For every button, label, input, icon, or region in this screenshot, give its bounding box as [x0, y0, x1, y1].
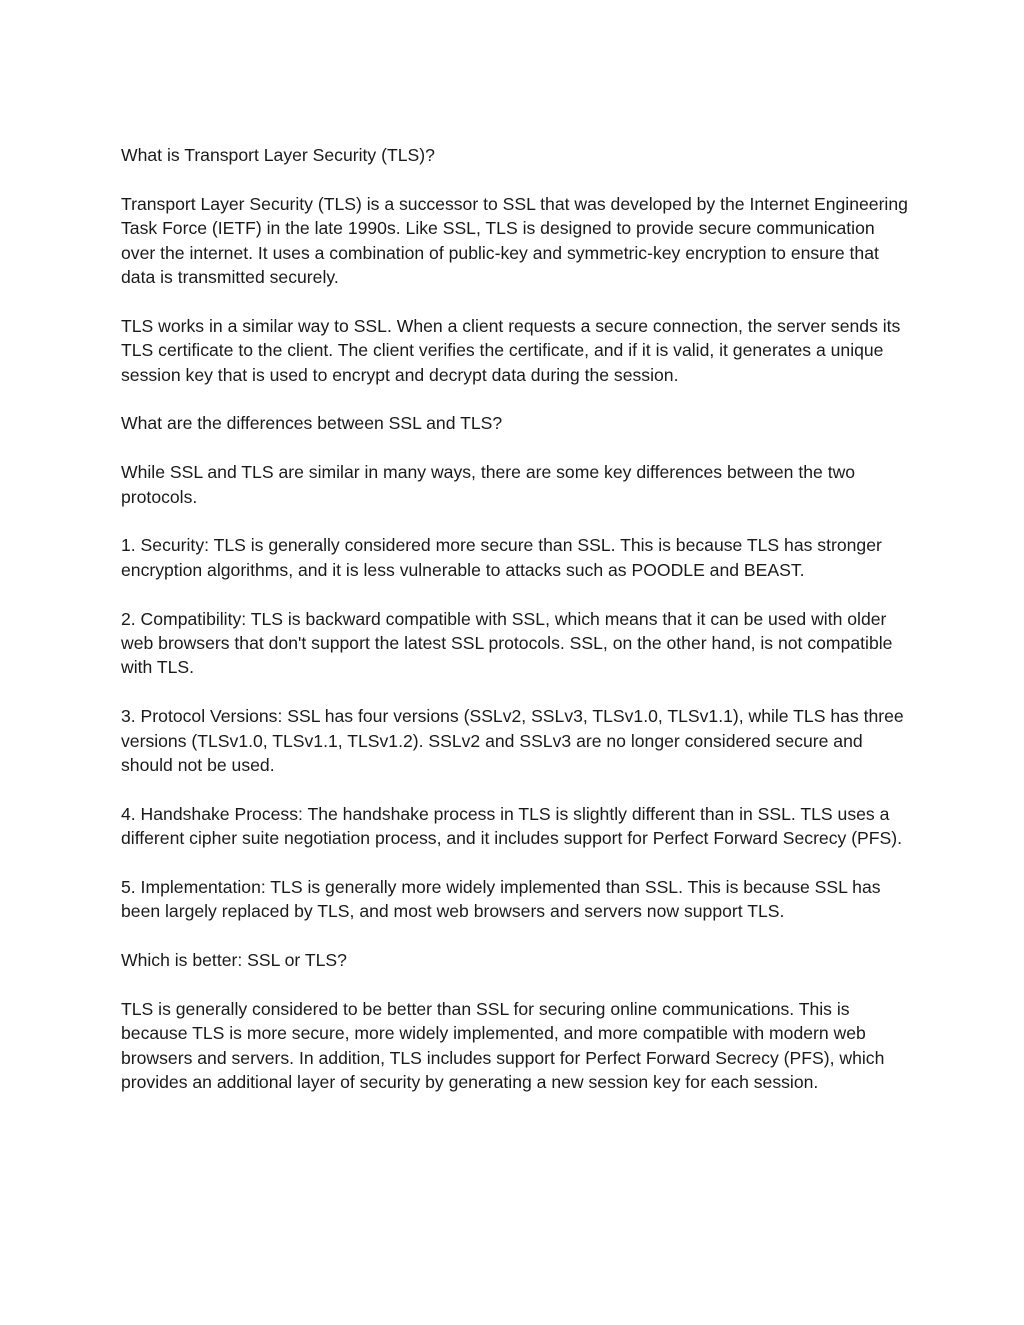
heading-differences: What are the differences between SSL and TLS? — [121, 413, 503, 434]
list-item-security: 1. Security: TLS is generally considered more secure than SSL. This is because TLS has stronger encryption algorithms, and it is less vulnerable to attacks such as POODLE and BEAST. — [121, 535, 882, 580]
heading-what-is-tls: What is Transport Layer Security (TLS)? — [121, 145, 435, 165]
list-item-compatibility: 2. Compatibility: TLS is backward compatible with SSL, which means that it can be used with older web browsers that don't support the latest SSL protocols. SSL, on the other hand, is not compatible with TLS. — [121, 608, 893, 678]
paragraph-tls-works: TLS works in a similar way to SSL. When a client requests a secure connection, the server sends its TLS certificate to the client. The client verifies the certificate, and if it is valid, it generates a unique session key that is used to encrypt and decrypt data during the session. — [121, 315, 901, 385]
heading-which-is-better: Which is better: SSL or TLS? — [121, 950, 347, 971]
list-item-protocol-versions: 3. Protocol Versions: SSL has four versions (SSLv2, SSLv3, TLSv1.0, TLSv1.1), while TLS has three versions (TLSv1.0, TLSv1.1, TLSv1.2). SSLv2 and SSLv3 are no longer considered secure and should not be used. — [121, 706, 904, 776]
paragraph-tls-intro: Transport Layer Security (TLS) is a successor to SSL that was developed by the Internet Engineering Task Force (IETF) in the late 1990s. Like SSL, TLS is designed to provide secure communication over the internet. It uses a combination of public-key and symmetric-key encryption to ensure that data is transmitted securely. — [121, 193, 908, 288]
list-item-handshake-process: 4. Handshake Process: The handshake process in TLS is slightly different than in SSL. TLS uses a different cipher suite negotiation process, and it includes support for Perfect Forward Secrecy (PFS). — [121, 803, 903, 849]
list-item-implementation: 5. Implementation: TLS is generally more widely implemented than SSL. This is because SSL has been largely replaced by TLS, and most web browsers and servers now support TLS. — [121, 877, 881, 922]
paragraph-conclusion: TLS is generally considered to be better than SSL for securing online communications. This is because TLS is more secure, more widely implemented, and more compatible with modern web browsers and servers. In addition, TLS includes support for Perfect Forward Secrecy (PFS), which provides an additional layer of security by generating a new session key for each session. — [121, 999, 885, 1093]
document-body — [121, 143, 911, 1095]
paragraph-differences-intro: While SSL and TLS are similar in many ways, there are some key differences between the two protocols. — [121, 462, 856, 507]
